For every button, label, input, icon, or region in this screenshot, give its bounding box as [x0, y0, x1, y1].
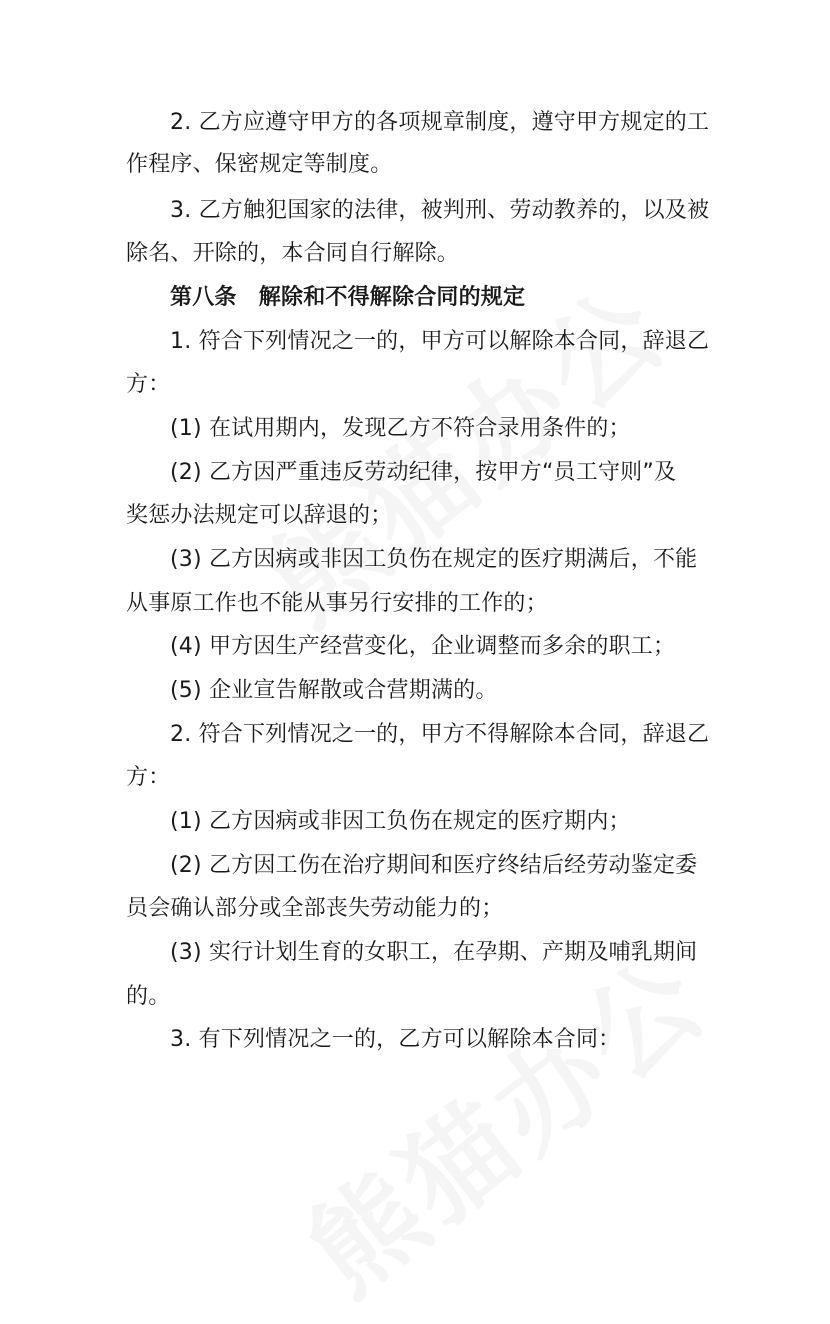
list-item-line: 员会确认部分或全部丧失劳动能力的； [126, 896, 504, 921]
list-item-line: (3) 实行计划生育的女职工，在孕期、产期及哺乳期间 [170, 940, 698, 965]
list-item-line: (2) 乙方因工伤在治疗期间和医疗终结后经劳动鉴定委 [170, 853, 698, 878]
paragraph-line: 方： [126, 765, 171, 790]
list-item-line: (2) 乙方因严重违反劳动纪律，按甲方“员工守则”及 [170, 460, 677, 485]
list-item-line: (5) 企业宣告解散或合营期满的。 [170, 678, 498, 703]
list-item-line: 的。 [126, 984, 171, 1009]
paragraph-line: 方： [126, 372, 171, 397]
paragraph-line: 3. 乙方触犯国家的法律，被判刑、劳动教养的，以及被 [170, 198, 710, 223]
list-item-line: (1) 在试用期内，发现乙方不符合录用条件的； [170, 416, 631, 441]
section-heading: 第八条 解除和不得解除合同的规定 [170, 285, 526, 310]
list-item-line: 从事原工作也不能从事另行安排的工作的； [126, 591, 548, 616]
paragraph-line: 作程序、保密规定等制度。 [126, 152, 393, 177]
paragraph-line: 2. 符合下列情况之一的，甲方不得解除本合同，辞退乙 [170, 722, 710, 747]
watermark [271, 914, 734, 1324]
paragraph-line: 1. 符合下列情况之一的，甲方可以解除本合同，辞退乙 [170, 329, 710, 354]
list-item-line: 奖惩办法规定可以辞退的； [126, 503, 393, 528]
paragraph-line: 3. 有下列情况之一的，乙方可以解除本合同： [170, 1027, 621, 1052]
list-item-line: (1) 乙方因病或非因工负伤在规定的医疗期内； [170, 809, 631, 834]
list-item-line: (3) 乙方因病或非因工负伤在规定的医疗期满后，不能 [170, 547, 698, 572]
paragraph-line: 2. 乙方应遵守甲方的各项规章制度，遵守甲方规定的工 [170, 110, 710, 135]
paragraph-line: 除名、开除的，本合同自行解除。 [126, 241, 460, 266]
list-item-line: (4) 甲方因生产经营变化，企业调整而多余的职工； [170, 634, 676, 659]
